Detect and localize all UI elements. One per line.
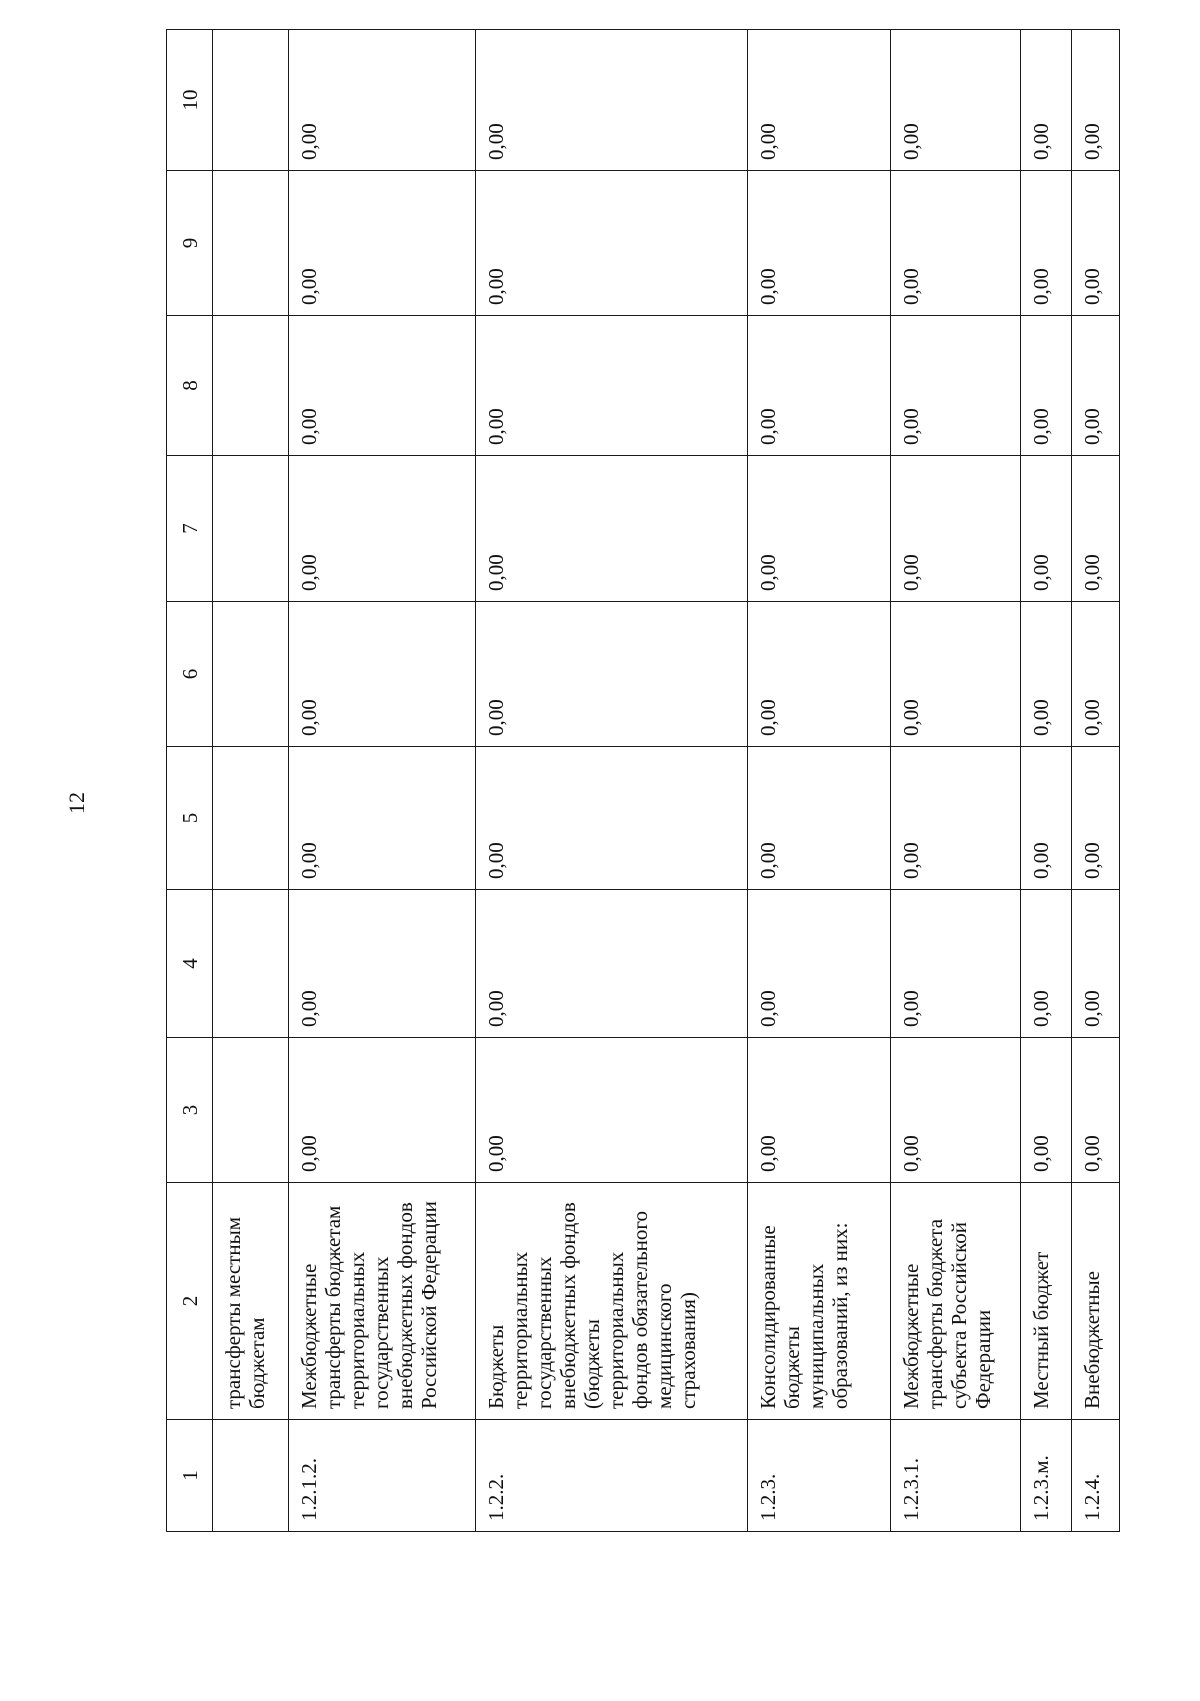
cell-value: 0,00 xyxy=(890,316,1020,456)
cell-value: 0,00 xyxy=(747,602,890,747)
table-row xyxy=(289,30,476,1532)
row-name: Межбюджетные трансферты бюджета субъекта Российской Федерации xyxy=(890,1183,1020,1420)
table-row xyxy=(213,30,289,1532)
cell-value: 0,00 xyxy=(890,602,1020,747)
cell-value: 0,00 xyxy=(1021,456,1072,602)
cell-value: 0,00 xyxy=(1072,1038,1120,1183)
table-row xyxy=(747,30,890,1532)
row-code xyxy=(213,1420,289,1532)
column-header: 6 xyxy=(167,602,213,747)
cell-value: 0,00 xyxy=(747,171,890,316)
column-header: 9 xyxy=(167,171,213,316)
column-header: 2 xyxy=(167,1183,213,1420)
cell-value: 0,00 xyxy=(1021,316,1072,456)
table-row xyxy=(1072,30,1120,1532)
cell-value: 0,00 xyxy=(1072,456,1120,602)
cell-value: 0,00 xyxy=(1072,316,1120,456)
row-name: Бюджеты территориальных государственных внебюджетных фондов (бюджеты территориальных фондов обязательного медицинского страхования) xyxy=(476,1183,748,1420)
cell-value: 0,00 xyxy=(890,456,1020,602)
row-code: 1.2.3.м. xyxy=(1021,1420,1072,1532)
row-name: Консолидированные бюджеты муниципальных образований, из них: xyxy=(747,1183,890,1420)
row-code: 1.2.1.2. xyxy=(289,1420,476,1532)
budget-table xyxy=(166,29,1120,1532)
cell-value xyxy=(213,890,289,1038)
row-name: Местный бюджет xyxy=(1021,1183,1072,1420)
cell-value: 0,00 xyxy=(890,30,1020,171)
cell-value: 0,00 xyxy=(890,890,1020,1038)
cell-value: 0,00 xyxy=(1021,1038,1072,1183)
cell-value xyxy=(213,30,289,171)
cell-value: 0,00 xyxy=(1072,747,1120,890)
cell-value: 0,00 xyxy=(1072,171,1120,316)
row-name: Межбюджетные трансферты бюджетам территориальных государственных внебюджетных фондов Российской Федерации xyxy=(289,1183,476,1420)
table-row xyxy=(1021,30,1072,1532)
cell-value: 0,00 xyxy=(289,30,476,171)
cell-value: 0,00 xyxy=(747,316,890,456)
cell-value: 0,00 xyxy=(747,30,890,171)
table-header xyxy=(167,30,213,1532)
header-row xyxy=(167,30,213,1532)
table-row xyxy=(476,30,748,1532)
cell-value: 0,00 xyxy=(1021,890,1072,1038)
row-name: трансферты местным бюджетам xyxy=(213,1183,289,1420)
column-header: 8 xyxy=(167,316,213,456)
column-header: 7 xyxy=(167,456,213,602)
cell-value: 0,00 xyxy=(1021,747,1072,890)
table-body xyxy=(213,30,1120,1532)
cell-value: 0,00 xyxy=(289,747,476,890)
cell-value: 0,00 xyxy=(747,747,890,890)
cell-value: 0,00 xyxy=(476,890,748,1038)
cell-value: 0,00 xyxy=(289,316,476,456)
cell-value: 0,00 xyxy=(476,171,748,316)
cell-value: 0,00 xyxy=(476,30,748,171)
cell-value: 0,00 xyxy=(1072,30,1120,171)
cell-value: 0,00 xyxy=(1021,602,1072,747)
cell-value: 0,00 xyxy=(747,890,890,1038)
cell-value: 0,00 xyxy=(747,1038,890,1183)
cell-value: 0,00 xyxy=(747,456,890,602)
column-header: 3 xyxy=(167,1038,213,1183)
cell-value: 0,00 xyxy=(289,890,476,1038)
row-code: 1.2.3. xyxy=(747,1420,890,1532)
cell-value: 0,00 xyxy=(1072,602,1120,747)
column-header: 1 xyxy=(167,1420,213,1532)
cell-value: 0,00 xyxy=(1072,890,1120,1038)
table-row xyxy=(890,30,1020,1532)
cell-value: 0,00 xyxy=(890,1038,1020,1183)
rotated-table-container xyxy=(166,30,1120,1532)
page-number: 12 xyxy=(64,792,89,814)
cell-value: 0,00 xyxy=(1021,171,1072,316)
cell-value xyxy=(213,602,289,747)
cell-value: 0,00 xyxy=(476,456,748,602)
row-code: 1.2.4. xyxy=(1072,1420,1120,1532)
cell-value xyxy=(213,747,289,890)
cell-value xyxy=(213,456,289,602)
cell-value: 0,00 xyxy=(890,171,1020,316)
cell-value xyxy=(213,171,289,316)
cell-value: 0,00 xyxy=(476,602,748,747)
cell-value: 0,00 xyxy=(890,747,1020,890)
cell-value: 0,00 xyxy=(289,456,476,602)
row-code: 1.2.2. xyxy=(476,1420,748,1532)
cell-value: 0,00 xyxy=(476,747,748,890)
cell-value: 0,00 xyxy=(1021,30,1072,171)
row-name: Внебюджетные xyxy=(1072,1183,1120,1420)
cell-value xyxy=(213,1038,289,1183)
column-header: 10 xyxy=(167,30,213,171)
cell-value xyxy=(213,316,289,456)
cell-value: 0,00 xyxy=(289,171,476,316)
cell-value: 0,00 xyxy=(289,1038,476,1183)
column-header: 4 xyxy=(167,890,213,1038)
cell-value: 0,00 xyxy=(476,316,748,456)
row-code: 1.2.3.1. xyxy=(890,1420,1020,1532)
cell-value: 0,00 xyxy=(289,602,476,747)
cell-value: 0,00 xyxy=(476,1038,748,1183)
column-header: 5 xyxy=(167,747,213,890)
